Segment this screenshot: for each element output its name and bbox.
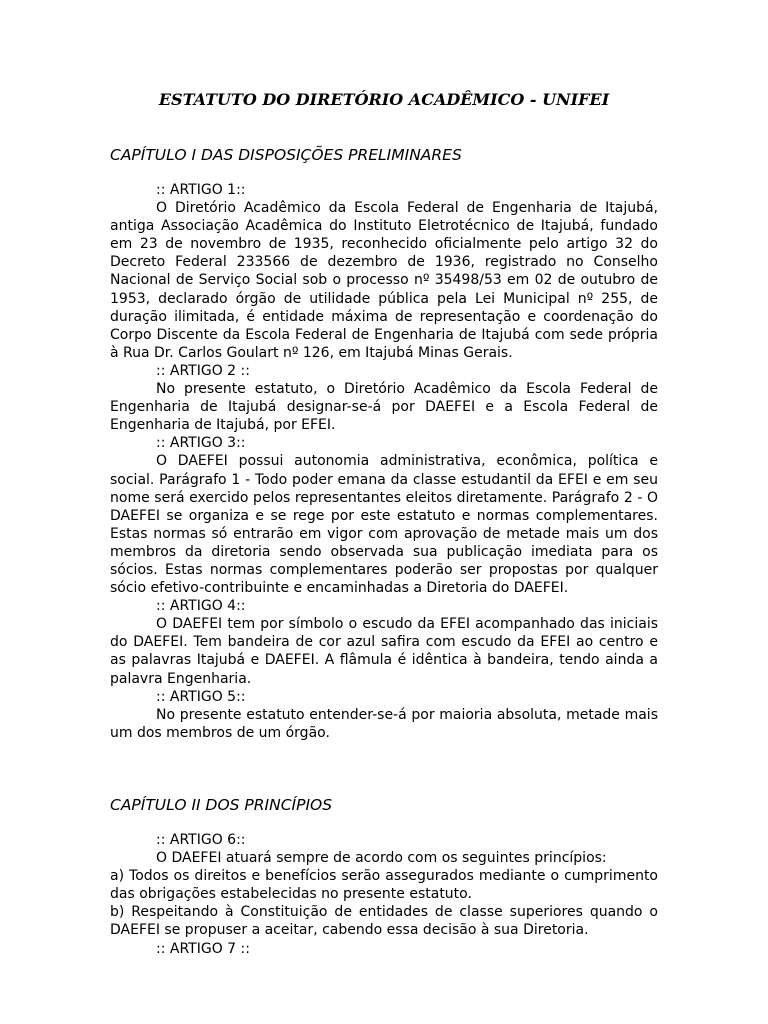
article-4-heading: :: ARTIGO 4:: bbox=[156, 598, 246, 615]
article-1-text: O Diretório Acadêmico da Escola Federal de Engenharia de Itajubá, antiga Associação Acadêmica do Instituto Eletrotécnico de Itajubá, fundado em 23 de novembro de 1935, reconhecido oficialmente pelo artigo 32 do Decreto Federal 233566 de dezembro de 1936, registrado no Conselho Nacional de Serviço Social sob o processo nº 35498/53 em 02 de outubro de 1953, declarado órgão de utilidade pública pela Lei Municipal nº 255, de duração ilimitada, é entidade máxima de representação e coordenação do Corpo Discente da Escola Federal de Engenharia de Itajubá com sede própria à Rua Dr. Carlos Goulart nº 126, em Itajubá Minas Gerais. bbox=[110, 200, 658, 361]
chapter-1-body bbox=[110, 181, 658, 742]
article-5-heading: :: ARTIGO 5:: bbox=[156, 688, 246, 705]
chapter-2-body bbox=[110, 831, 658, 958]
article-1-heading: :: ARTIGO 1:: bbox=[156, 182, 246, 198]
article-7-heading: :: ARTIGO 7 :: bbox=[156, 940, 250, 957]
document-title: ESTATUTO DO DIRETÓRIO ACADÊMICO - UNIFEI bbox=[158, 90, 610, 109]
article-2-text: No presente estatuto, o Diretório Acadêmico da Escola Federal de Engenharia de Itajubá designar-se-á por DAEFEI e a Escola Federal de Engenharia de Itajubá, por EFEI. bbox=[110, 381, 658, 434]
article-6-text: O DAEFEI atuará sempre de acordo com os seguintes princípios: bbox=[156, 850, 607, 867]
article-5-text: No presente estatuto entender-se-á por maioria absoluta, metade mais um dos membros de um órgão. bbox=[110, 706, 658, 741]
article-6-item-b: b) Respeitando à Constituição de entidades de classe superiores quando o DAEFEI se propuser a aceitar, cabendo essa decisão à sua Diretoria. bbox=[110, 904, 658, 939]
article-2-heading: :: ARTIGO 2 :: bbox=[156, 362, 250, 379]
article-4-text: O DAEFEI tem por símbolo o escudo da EFEI acompanhado das iniciais do DAEFEI. Tem bandeira de cor azul safira com escudo da EFEI ao centro e as palavras Itajubá e DAEFEI. A flâmula é idêntica à bandeira, tendo ainda a palavra Engenharia. bbox=[110, 616, 658, 687]
article-3-text: O DAEFEI possui autonomia administrativa, econômica, política e social. Parágrafo 1 - Todo poder emana da classe estudantil da EFEI e em seu nome será exercido pelos representantes eleitos diretamente. Parágrafo 2 - O DAEFEI se organiza e se rege por este estatuto e normas complementares. Estas normas só entrarão em vigor com aprovação de metade mais um dos membros da diretoria sendo observada sua publicação imediata para os sócios. Estas normas complementares poderão ser propostas por qualquer sócio efetivo-contribuinte e encaminhadas a Diretoria do DAEFEI. bbox=[110, 453, 658, 597]
chapter-2-heading: CAPÍTULO II DOS PRINCÍPIOS bbox=[110, 796, 333, 814]
article-3-heading: :: ARTIGO 3:: bbox=[156, 435, 246, 452]
chapter-1-heading: CAPÍTULO I DAS DISPOSIÇÕES PRELIMINARES bbox=[110, 146, 462, 164]
article-6-item-a: a) Todos os direitos e benefícios serão assegurados mediante o cumprimento das obrigações estabelecidas no presente estatuto. bbox=[110, 868, 658, 903]
article-6-heading: :: ARTIGO 6:: bbox=[156, 832, 246, 848]
